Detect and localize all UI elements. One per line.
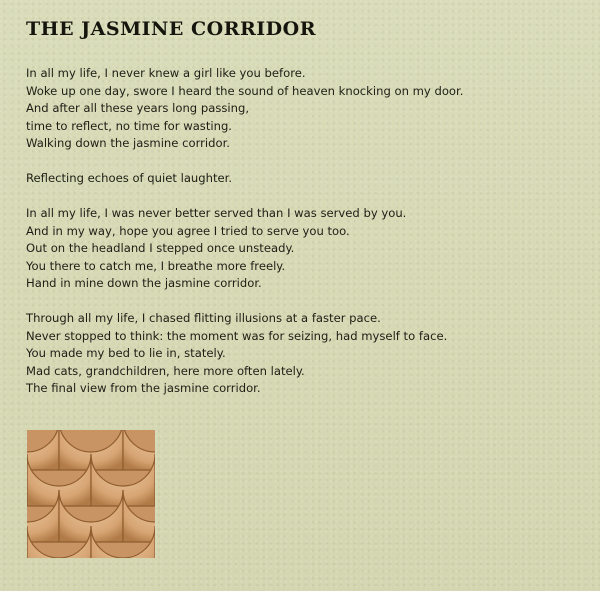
stanza-4	[26, 310, 586, 398]
stanza-3	[26, 205, 586, 293]
scale-pattern-tile-icon	[27, 430, 155, 558]
stanza-2	[26, 170, 586, 188]
poem-line: Walking down the jasmine corridor.	[26, 136, 230, 150]
poem-line: Reflecting echoes of quiet laughter.	[26, 171, 233, 185]
poem-line: You there to catch me, I breathe more freely.	[26, 258, 286, 273]
poem-line: Mad cats, grandchildren, here more often lately.	[26, 363, 305, 378]
poem-line: Out on the headland I stepped once unsteady.	[26, 241, 295, 255]
poem-line: The final view from the jasmine corridor.	[26, 381, 261, 395]
poem-line: And in my way, hope you agree I tried to serve you too.	[26, 223, 350, 238]
poem-line: You made my bed to lie in, stately.	[26, 346, 226, 360]
page-title: THE JASMINE CORRIDOR	[26, 18, 316, 40]
poem-body	[26, 65, 586, 415]
poem-line: In all my life, I never knew a girl like you before.	[26, 66, 306, 80]
poem-line: Hand in mine down the jasmine corridor.	[26, 276, 262, 290]
poem-line: time to reflect, no time for wasting.	[26, 118, 232, 133]
poem-line: Never stopped to think: the moment was for seizing, had myself to face.	[26, 328, 448, 343]
poem-line: In all my life, I was never better served than I was served by you.	[26, 206, 407, 220]
poem-line: And after all these years long passing,	[26, 101, 250, 115]
poem-line: Through all my life, I chased flitting illusions at a faster pace.	[26, 311, 381, 325]
stanza-1	[26, 65, 586, 153]
poem-line: Woke up one day, swore I heard the sound of heaven knocking on my door.	[26, 83, 464, 98]
